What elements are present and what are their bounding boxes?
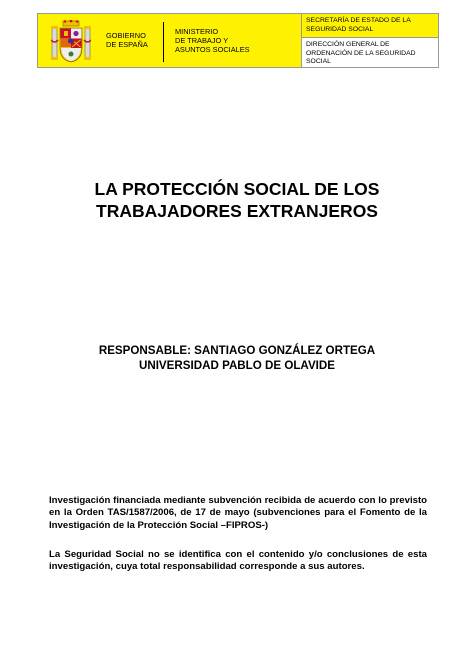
direccion-label: DIRECCIÓN GENERAL DE ORDENACIÓN DE LA SEGURIDAD SOCIAL [302,38,438,67]
ministry-label: MINISTERIO DE TRABAJO Y ASUNTOS SOCIALES [175,27,250,54]
government-logo-block [38,14,302,67]
gobierno-label: GOBIERNO DE ESPAÑA [106,31,148,49]
responsable-block: RESPONSABLE: SANTIAGO GONZÁLEZ ORTEGA UNIVERSIDAD PABLO DE OLAVIDE [98,344,376,372]
disclaimer-paragraph: La Seguridad Social no se identifica con el contenido y/o conclusiones de esta investigación, cuya total responsabilidad corresponde a sus autores. [49,549,427,573]
document-title: LA PROTECCIÓN SOCIAL DE LOS TRABAJADORES EXTRANJEROS [94,179,380,221]
letterhead [37,13,439,68]
header-departments [302,14,438,67]
funding-paragraph: Investigación financiada mediante subvención recibida de acuerdo con lo previsto en la Orden TAS/1587/2006, de 17 de mayo (subvenciones para el Fomento de la Investigación de la Protección Social –FIPROS-) [49,495,427,531]
secretaria-label: SECRETARÍA DE ESTADO DE LA SEGURIDAD SOCIAL [302,14,438,38]
coat-of-arms-icon [51,20,91,64]
ministry-divider [163,22,164,62]
